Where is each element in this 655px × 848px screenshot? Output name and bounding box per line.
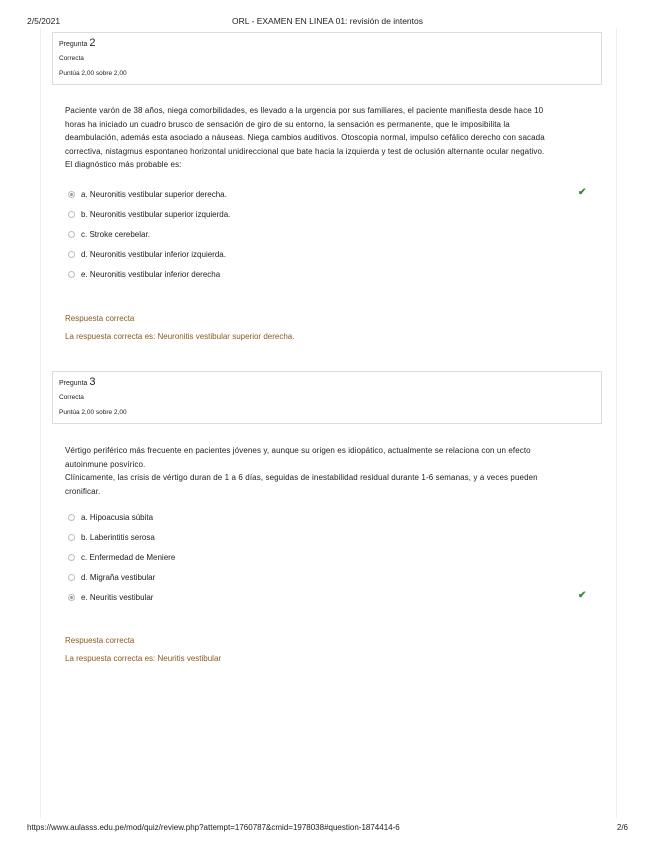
question-text — [65, 444, 595, 498]
question-text-line: deambulación, además esta asociado a náuseas. Niega cambios auditivos. Otoscopia normal, impulso cefálico derecho con sacada — [65, 133, 545, 142]
question-text-line: correctiva, nistagmus espontaneo horizontal unidireccional que bate hacia la izquierda y test de oclusión alternante ocular negativo. — [65, 146, 545, 156]
answer-option[interactable] — [68, 228, 150, 240]
question-text-line: Paciente varón de 38 años, niega comorbilidades, es llevado a la urgencia por sus familiares, el paciente manifiesta desde hace 10 — [65, 106, 544, 115]
answer-option-label: b. Neuronitis vestibular superior izquierda. — [81, 209, 231, 219]
question-text-line: Vértigo periférico más frecuente en pacientes jóvenes y, aunque su origen es idiopático, actualmente se relaciona con un efecto — [65, 446, 531, 455]
answer-option[interactable] — [68, 591, 153, 603]
question-label: Pregunta — [59, 380, 88, 387]
question-text-line: horas ha iniciado un cuadro brusco de sensación de giro de su entorno, la sensación es permanente, que le imposibilita la — [65, 119, 510, 129]
answer-option[interactable] — [68, 551, 175, 563]
answer-option-label: c. Enfermedad de Meniere — [81, 552, 176, 562]
feedback-title: Respuesta correcta — [65, 314, 135, 323]
feedback-title: Respuesta correcta — [65, 636, 135, 645]
answer-option-label: e. Neuritis vestibular — [81, 592, 154, 602]
check-icon: ✔ — [578, 187, 587, 198]
answer-option[interactable] — [68, 511, 153, 523]
answer-option-label: c. Stroke cerebelar. — [81, 229, 150, 239]
answer-option[interactable] — [68, 531, 155, 543]
footer-url: https://www.aulasss.edu.pe/mod/quiz/review.php?attempt=1760787&cmid=1978038#question-1874414-6 — [27, 823, 400, 832]
radio-button[interactable] — [68, 534, 75, 541]
radio-button[interactable] — [68, 231, 75, 238]
question-number — [59, 36, 595, 51]
question-number-value: 2 — [89, 37, 96, 49]
header-date: 2/5/2021 — [27, 16, 61, 26]
answer-option[interactable] — [68, 571, 155, 583]
answer-option-label: a. Neuronitis vestibular superior derecha. — [81, 189, 227, 199]
footer-page-number: 2/6 — [616, 823, 628, 832]
feedback-correct-answer: La respuesta correcta es: Neuronitis vestibular superior derecha. — [65, 332, 295, 341]
question-label: Pregunta — [59, 41, 88, 48]
answer-option[interactable] — [68, 188, 227, 200]
answer-option[interactable] — [68, 248, 226, 260]
check-icon: ✔ — [578, 590, 587, 601]
radio-button[interactable] — [68, 594, 75, 601]
question-score: Puntúa 2,00 sobre 2,00 — [59, 409, 127, 416]
question-number-value: 3 — [89, 376, 96, 388]
answer-option-label: a. Hipoacusia súbita — [81, 512, 154, 522]
question-text-line: autoinmune posvírico. — [65, 459, 146, 469]
radio-button[interactable] — [68, 191, 75, 198]
answer-option-label: d. Neuronitis vestibular inferior izquierda. — [81, 249, 226, 259]
radio-button[interactable] — [68, 574, 75, 581]
radio-button[interactable] — [68, 514, 75, 521]
question-prompt: El diagnóstico más probable es: — [65, 160, 182, 169]
answer-option-label: b. Laberintitis serosa — [81, 532, 155, 542]
radio-button[interactable] — [68, 554, 75, 561]
question-score: Puntúa 2,00 sobre 2,00 — [59, 70, 127, 77]
radio-button[interactable] — [68, 251, 75, 258]
feedback-correct-answer: La respuesta correcta es: Neuritis vestibular — [65, 654, 222, 663]
answer-option[interactable] — [68, 268, 220, 280]
answer-option[interactable] — [68, 208, 230, 220]
question-text-line: Clínicamente, las crisis de vértigo duran de 1 a 6 días, seguidas de inestabilidad residual durante 1-6 semanas, y a veces pueden — [65, 473, 538, 482]
radio-button[interactable] — [68, 211, 75, 218]
header-title: ORL - EXAMEN EN LINEA 01: revisión de intentos — [231, 16, 424, 26]
question-state: Correcta — [59, 55, 84, 62]
question-number — [59, 375, 595, 390]
answer-option-label: d. Migraña vestibular — [81, 572, 156, 582]
question-text — [65, 104, 595, 172]
question-state: Correcta — [59, 394, 84, 401]
radio-button[interactable] — [68, 271, 75, 278]
question-text-line: cronificar. — [65, 486, 101, 496]
question-info-box — [52, 371, 602, 424]
answer-option-label: e. Neuronitis vestibular inferior derecha — [81, 269, 221, 279]
question-info-box — [52, 32, 602, 85]
